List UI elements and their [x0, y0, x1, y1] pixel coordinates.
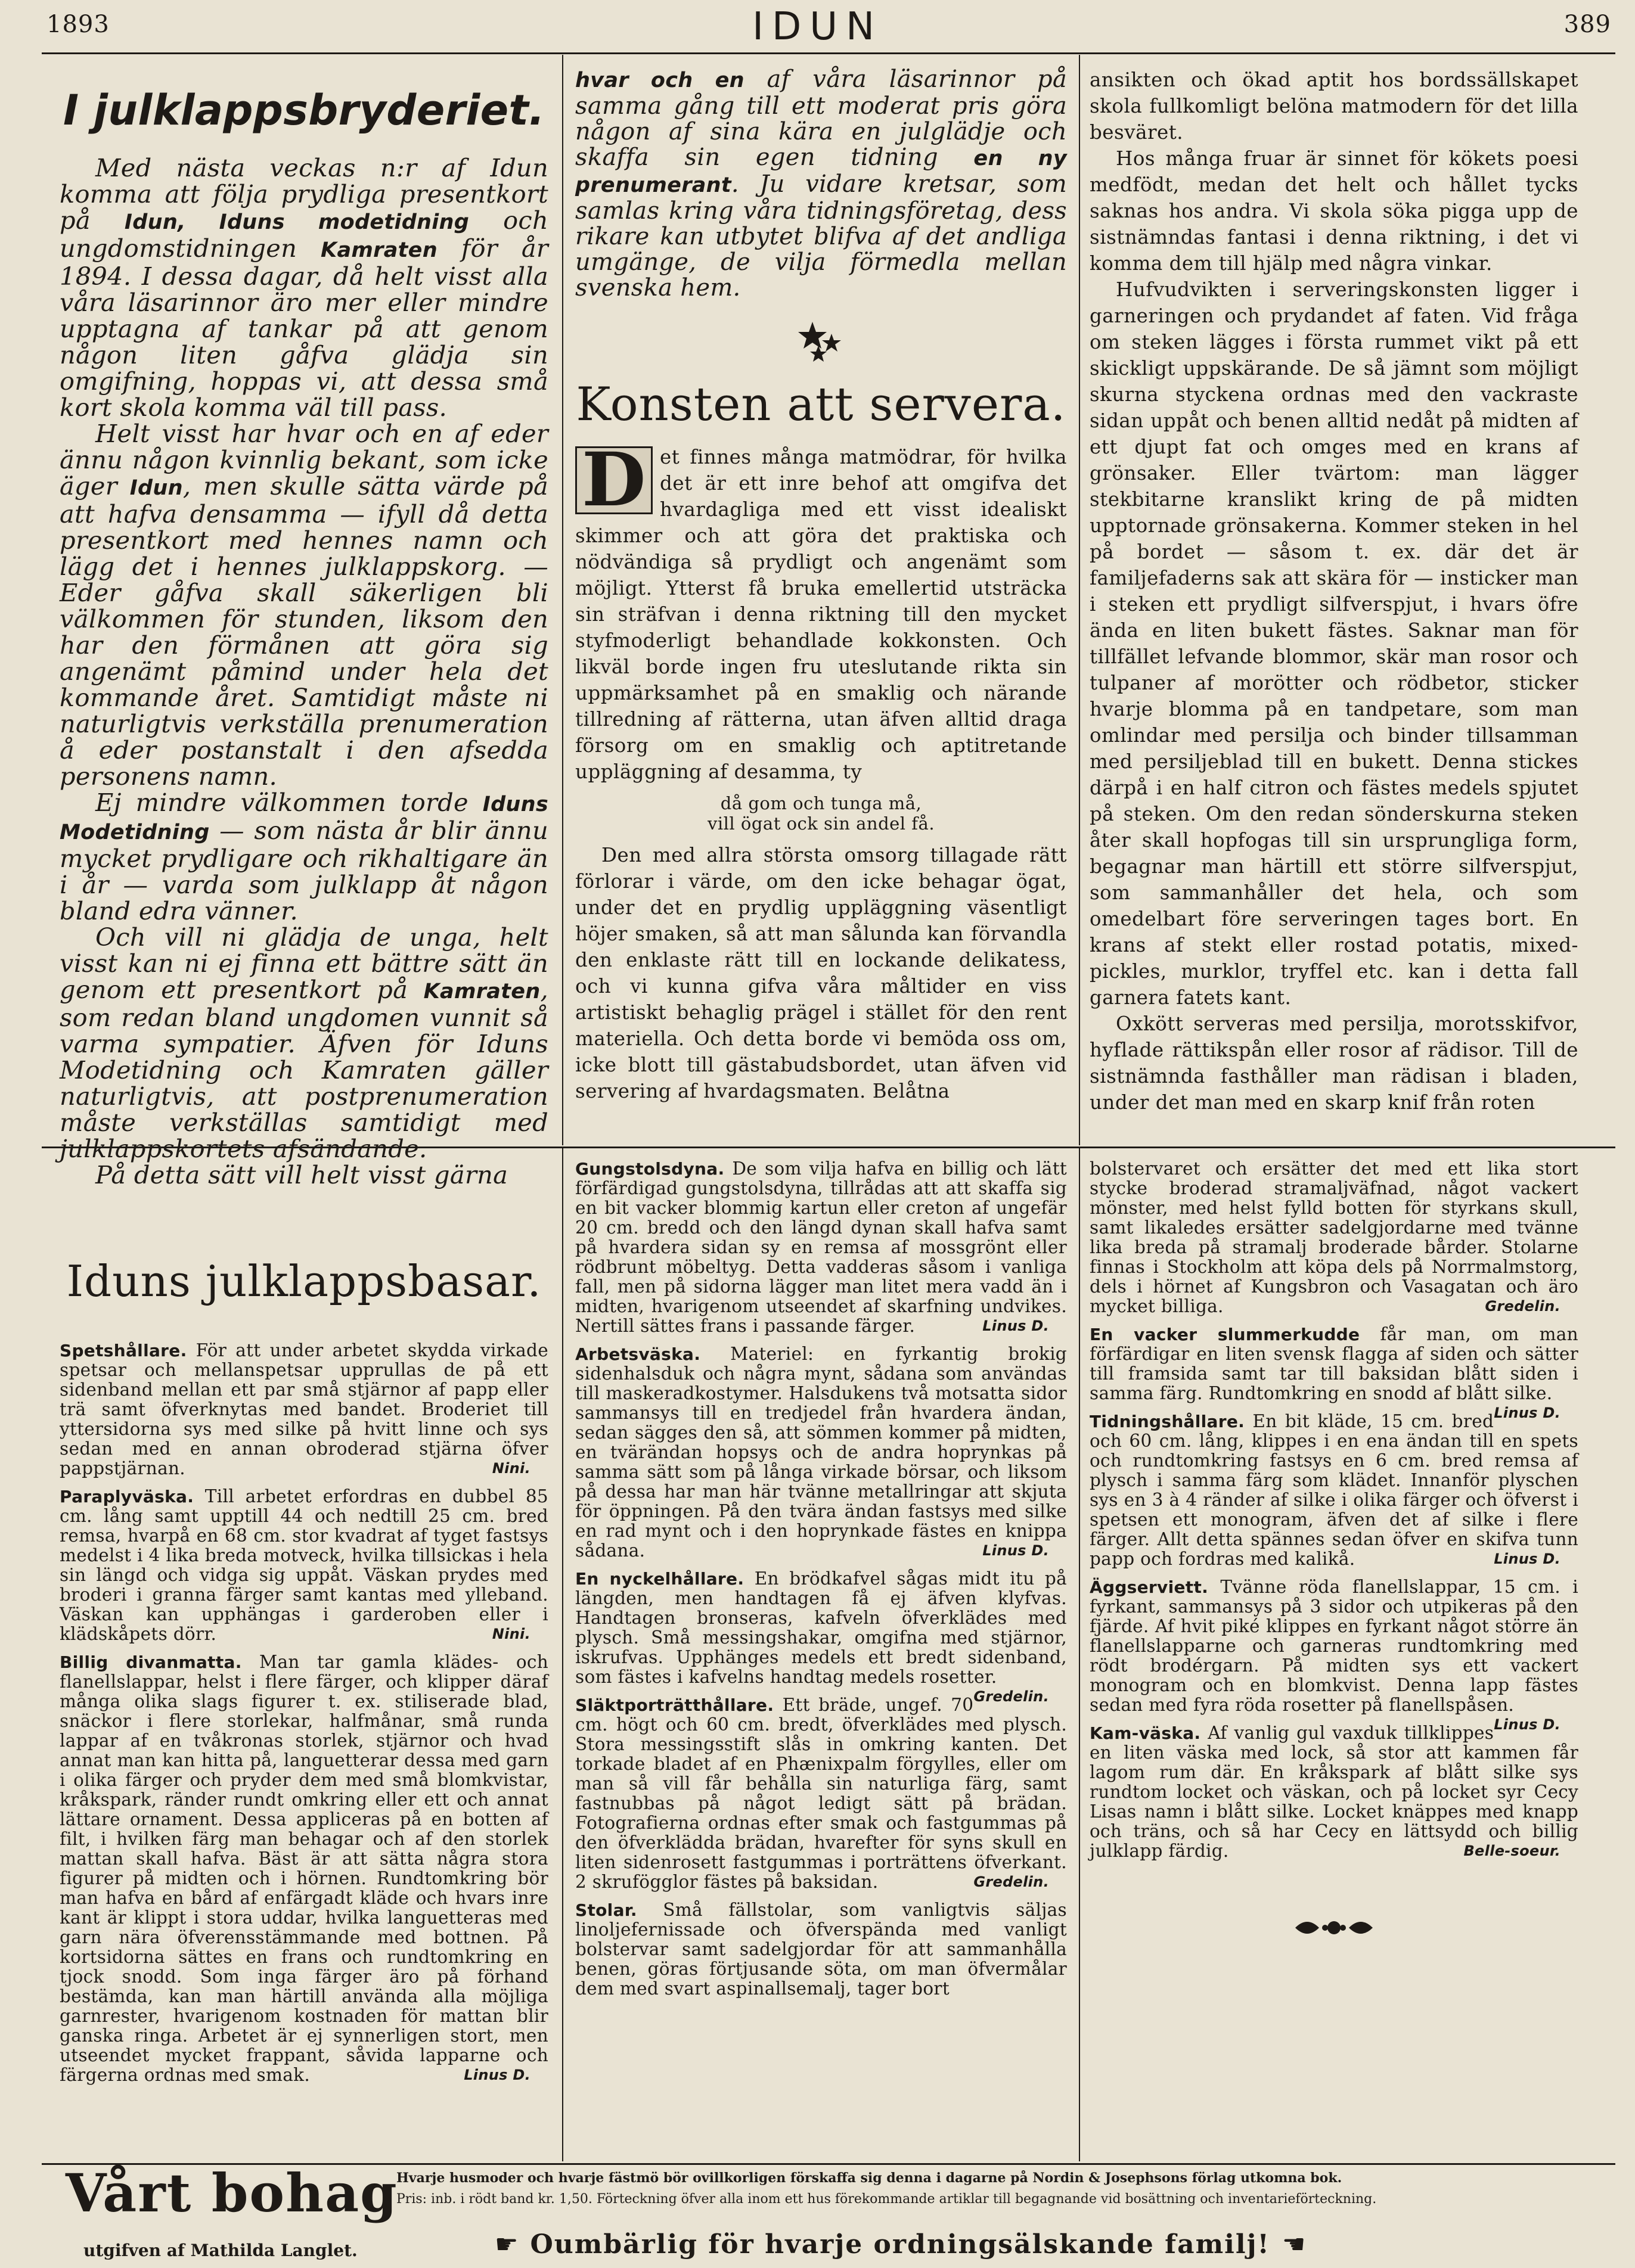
- craft-item-continuation: bolstervaret och ersätter det med ett lika stort stycke broderad stramaljväfnad, något vackert mönster, med helst fylld botten för styrkans skull, samt likaledes ersätter sadelgjordarne med tvänne lika breda på stramalj broderade bårder. Stolarne finnas i Stockholm att köpa dels på Norrmalmstorg, dels i hörnet af Kungsbron och Vasagatan och äro mycket billiga. Gredelin.: [1090, 1158, 1578, 1316]
- paragraph: Den med allra största omsorg tillagade rätt förlorar i värde, om den icke behagar ögat, under det en prydlig uppläggning väsentligt höjer smaken, så att man sålunda kan förvandla den enklaste rätt till en lockande delikatess, och vi kunna gifva våra måltider en viss artistiskt behaglig prägel i stället för den rent materiella. Och detta borde vi bemöda oss om, icke blott till gästabudsbordet, utan äfven vid servering af hvardagsmaten. Belåtna: [575, 844, 1067, 1102]
- basar-left-column: [60, 1162, 548, 2157]
- craft-item: Kam-väska. Af vanlig gul vaxduk tillklippes en liten väska med lock, så stor att kammen får lagom rum där. En kråkspark af blått silke sys rundtom locket och väskan, och på locket syr Cecy Lisas namn i blått silke. Locket knäppes med knapp och träns, och så har Cecy en lättsydd och billig julklapp färdig. Belle-soeur.: [1090, 1723, 1578, 1861]
- craft-item: Tidningshållare. En bit kläde, 15 cm. bred och 60 cm. lång, klippes i en ena ändan till en spets och rundtomkring fastsys en 6 cm. bred remsa af plysch i samma färg som klädet. Innanför plyschen sys en 3 à 4 ränder af silke i olika färger och öfverst i spetsen ett monogram, äfven det af silke i flere färger. Allt detta spännes sedan öfver en skifva tunn papp och fordras med kalikå. Linus D.: [1090, 1411, 1578, 1569]
- paragraph: Hos många fruar är sinnet för kökets poesi medfödt, medan det helt och hållet tycks saknas hos andra. Vi skola söka pigga upp de sistnämndas fantasi i denna riktning, i det vi komma dem till hjälp med några vinkar.: [1090, 147, 1578, 275]
- paragraph: Ej mindre välkommen torde Iduns Modetidning — som nästa år blir ännu mycket prydligare och rikhaltigare än i år — varda som julklapp åt någon bland edra vänner.: [60, 788, 548, 925]
- paragraph: På detta sätt vill helt visst gärna: [95, 1160, 508, 1189]
- article-julklappsbryderiet: [60, 83, 548, 1189]
- craft-item: Stolar. Små fällstolar, som vanligtvis säljas linoljefernissade och öfverspända med vanligt bolstervar samt sadelgjordar för att sammanhålla benen, göras förtjusande söta, om man öfvermålar dem med svart aspinallsemalj, tager bort: [575, 1900, 1067, 1999]
- ad-line-2: Pris: inb. i rödt band kr. 1,50. Förteckning öfver alla inom ett hus förekommande artiklar till begagnande vid bosättning och inventarieförteckning.: [396, 2192, 1377, 2207]
- craft-item: En vacker slummerkudde får man, om man förfärdigar en liten svensk flagga af siden och sätter till framsida samt tar till baksidan blått siden i samma färg. Rundtomkring en snodd af blått silke. Linus D.: [1090, 1324, 1578, 1421]
- ad-brand-title: Vårt bohag: [66, 2162, 398, 2224]
- craft-item: Paraplyväska. Till arbetet erfordras en dubbel 85 cm. lång samt upptill 44 och nedtill 25 cm. bred remsa, hvarpå en 68 cm. stor kvadrat af tyget fastsys medelst i 4 lika breda motveck, hvilka tillsickas i hela sin längd och vidga sig uppåt. Väskan prydes med broderi i granna färger samt kantas med ylleband. Väskan kan upphängas i garderoben eller i klädskåpets dörr. Nini.: [60, 1486, 548, 1644]
- star-ornament-icon: [575, 319, 1067, 369]
- section-title: Iduns julklappsbasar.: [66, 1256, 542, 1306]
- basar-right-column: [1090, 1159, 1578, 2157]
- column-divider: [1079, 55, 1080, 1145]
- ad-line-1: Hvarje husmoder och hvarje fästmö bör ovillkorligen förskaffa sig denna i dagarne på Nordin & Josephsons förlag utkomna bok.: [396, 2170, 1342, 2186]
- ad-editor: utgifven af Mathilda Langlet.: [83, 2241, 358, 2260]
- column-divider: [1079, 1148, 1080, 2161]
- header-rule: [42, 52, 1615, 54]
- article-title: I julklappsbryderiet.: [63, 86, 545, 135]
- article-title: Konsten att servera.: [576, 378, 1066, 431]
- page-number: 389: [1563, 11, 1611, 38]
- column-3: [1090, 67, 1578, 1142]
- column-divider: [562, 1148, 563, 2161]
- article-konsten-att-servera: D et finnes många matmödrar, för hvilka det är ett inre behof att omgifva det hvardagliga med ett visst idealiskt skimmer och att göra det praktiska och nödvändiga så prydligt och angenämt som möjligt. Ytterst få bruka emellertid utsträcka sin sträfvan i denna riktning till den mycket styfmoderligt behandlade kokkonsten. Och likväl borde ingen fru uteslutande rikta sin uppmärksamhet på en smaklig och närande tillredning af rätterna, utan äfven alltid draga försorg om en smaklig och aptitretande uppläggning af desamma, ty då gom och tunga må, vill ögat ock sin andel få. Den med allra största omsorg tillagade rätt förlorar i värde, om den icke behagar ögat, under det en prydlig uppläggning väsentligt höjer smaken, så att man sålunda kan förvandla den enklaste rätt till en lockande delikatess, och vi kunna gifva våra måltider en viss artistiskt behaglig prägel i stället för den rent materiella. Och detta borde vi bemöda oss om, icke blott till gästabudsbordet, utan äfven vid servering af hvardagsmaten. Belåtna: [575, 444, 1067, 1104]
- ad-slogan-row: [495, 2226, 1437, 2262]
- craft-item: Äggserviett. Tvänne röda flanellslappar, 15 cm. i fyrkant, sammansys på 3 sidor och utpikeras på den fjärde. Af hvit piké klippes en fyrkant något större än flanellslapparne och garneras rundtomkring med rödt brodérgarn. På midten sys ett vackert monogram och en blomkvist. Denna lapp fästes sedan med fyra röda rosetter på flanellspåsen. Linus D.: [1090, 1577, 1578, 1733]
- paragraph: Och vill ni glädja de unga, helt visst kan ni ej finna ett bättre sätt än genom ett presentkort på Kamraten, som redan bland ungdomen vunnit så varma sympatier. Äfven för Iduns Modetidning och Kamraten gäller naturligtvis, att postprenumeration måste verkställas samtidigt med julklappskortets afsändande.: [60, 922, 548, 1163]
- paragraph: Helt visst har hvar och en af eder ännu någon kvinnlig bekant, som icke äger Idun, men skulle sätta värde på att hafva densamma — ifyll då detta presentkort med hennes namn och lägg det i hennes julklappskorg. — Eder gåfva skall säkerligen bli välkommen för stunden, liksom den har den förmånen att göra sig angenämt påmind under hela det kommande året. Samtidigt måste ni naturligtvis verkställa prenumeration å eder postanstalt i den afsedda personens namn.: [60, 419, 548, 791]
- ad-slogan: Oumbärlig för hvarje ordningsälskande familj!: [530, 2229, 1270, 2260]
- dropcap-letter: D: [575, 446, 653, 514]
- julklapp-continuation: hvar och en af våra läsarinnor på samma gång till ett moderat pris göra någon af sina kära en julglädje och skaffa sin egen tidning en ny prenumerant. Ju vidare kretsar, som samlas kring våra tidningsföretag, dess rikare kan utbytet blifva af det andliga umgänge, de vilja förmedla mellan svenska hem.: [575, 66, 1067, 302]
- craft-item: Släktporträtthållare. Ett bräde, ungef. 70 cm. högt och 60 cm. bredt, öfverklädes med plysch. Stora messingsstift slås in omkring kanten. Det torkade bladet af en Phænixpalm förgylles, eller om man så vill får behålla sin naturliga färg, samt fastnubbas på något ledigt sätt på brädan. Fotografierna ordnas efter smak och fastgummas på den öfverklädda brädan, hvarefter för syns skull en liten sidenrosett fastgummas i porträttens öfverkant. 2 skrufögglor fästes på baksidan. Gredelin.: [575, 1695, 1067, 1892]
- pointing-hand-icon: ☛: [495, 2229, 519, 2260]
- pointing-hand-icon: ☚: [1282, 2229, 1306, 2260]
- paragraph: ansikten och ökad aptit hos bordssällskapet skola fullkomligt belöna matmodern för det lilla besväret.: [1090, 69, 1578, 144]
- paragraph: Hufvudvikten i serveringskonsten ligger i garneringen och prydandet af faten. Vid fråga om steken lägges i första rummet vikt på ett skickligt uppskärande. De så jämnt som möjligt skurna styckena ordnas med den vackraste sidan uppåt och benen alltid nedåt på midten af ett djupt fat och omges med en krans af grönsaker. Eller tvärtom: man lägger stekbitarne kranslikt kring de på midten upptornade grönsakerna. Kommer steken in hel på bordet — såsom t. ex. där det är familjefaderns sak att skära för — insticker man i steken ett prydligt silfverspjut, i hvars öfre ända en liten bukett fästes. Saknar man för tillfället lefvande blommor, skär man rosor och tulpaner af morötter och rödbetor, sticker hvarje blomma på en tandpetare, som man omlindar med persilja och binder tillsamman med persiljeblad till en bukett. Denna stickes därpå i en half citron och fästes medels spjutet på steken. Om den redan sönderskurna steken åter skall hopfogas till sin ursprungliga form, begagnar man härtill ett större silfverspjut, som sammanhåller det hela, och som omedelbart före serveringen tages bort. En krans af stekt eller rostad potatis, mixed-pickles, murklor, tryffel etc. kan i detta fall garnera fatets kant.: [1090, 278, 1579, 1009]
- craft-item: Billig divanmatta. Man tar gamla klädes- och flanellslappar, helst i flere färger, och klipper däraf många olika slags figurer t. ex. stiliserade blad, snäckor i flere storlekar, halfmånar, små runda lappar af en tvåkronas storlek, stjärnor och hvad annat man kan hitta på, languetterar dessa med garn i olika färger och pryder dem med små blomkvistar, kråkspark, ränder rundt omkring eller ett och annat lättare ornament. Dessa appliceras på en botten af filt, i hvilken färg man behagar och af den storlek mattan skall hafva. Bäst är att sätta några stora figurer på midten och i hörnen. Rundtomkring bör man hafva en bård af enfärgadt kläde och hvars inre kant är klippt i stora uddar, hvilka languetteras med garn nära öfverensstämmande med bottnen. På kortsidorna sättes en frans och rundtomkring en tjock snodd. Som inga färger äro på förhand bestämda, kan man härtill använda alla möjliga garnrester, hvarigenom kostnaden för mattan blir ganska ringa. Arbetet är ej synnerligen stort, men utseendet mycket frappant, såvida lapparne och färgerna ordnas med smak. Linus D.: [60, 1652, 549, 2085]
- craft-item: Gungstolsdyna. De som vilja hafva en billig och lätt förfärdigad gungstolsdyna, tillrådas att att skaffa sig en bit vacker blommig kartun eller creton af ungefär 20 cm. bredd och den längd dynan skall hafva samt på hvardera sidan sy en remsa af mossgrönt eller rödbrunt möbeltyg. Detta vadderas såsom i vanliga fall, men på sidorna lägger man litet mera vadd än i midten, hvarigenom utseendet af skarfning undvikes. Nertill sättes frans i passande färger. Linus D.: [575, 1158, 1067, 1336]
- column-divider: [562, 55, 563, 1145]
- paragraph: Oxkött serveras med persilja, morotsskifvor, hyflade rättikspån eller rosor af rädisor. Till de sistnämnda fasthåller man rädisan i bladen, under det man med en skarp knif från roten: [1090, 1012, 1578, 1114]
- basar-middle-column: [575, 1159, 1067, 2157]
- masthead-title: IDUN: [752, 5, 883, 49]
- craft-item: Arbetsväska. Materiel: en fyrkantig brokig sidenhalsduk och några mynt, sådana som användas till maskeradkostymer. Halsdukens två motsatta sidor sammansys till en tredjedel från hvardera ändan, sedan sägges den så, att sömmen kommer på midten, en tvärändan hopsys och de andra hoprynkas på samma sätt som på långa virkade börsar, och liksom på dessa har man här tvänne metallringar att skjuta för öppningen. På den tvära ändan fastsys med silke en rad mynt och i den hoprynkade fästes en knippa sådana. Linus D.: [575, 1344, 1067, 1561]
- poem: då gom och tunga må, vill ögat ock sin andel få.: [707, 793, 935, 834]
- column-2: [575, 67, 1067, 1142]
- paragraph: Med nästa veckas n:r af Idun komma att följa prydliga presentkort på Idun, Iduns modetidning och ungdomstidningen Kamraten för år 1894. I dessa dagar, då helt visst alla våra läsarinnor äro mer eller mindre upptagna af tankar på att genom någon liten gåfva glädja sin omgifning, hoppas vi, att dessa små kort skola komma väl till pass.: [60, 153, 548, 422]
- craft-item: Spetshållare. För att under arbetet skydda virkade spetsar och mellanspetsar upprullas de på ett sidenband mellan ett par små stjärnor af papp eller trä samt öfverknytas med bandet. Broderiet till yttersidorna sys med silke på hvitt linne och sys sedan med en annan obroderad stjärna öfver pappstjärnan. Nini.: [60, 1340, 548, 1478]
- year: 1893: [46, 11, 110, 38]
- flourish-ornament-icon: [1090, 1915, 1578, 1945]
- craft-item: En nyckelhållare. En brödkafvel sågas midt itu på längden, men handtagen få ej äfven klyfvas. Handtagen bronseras, kafveln öfverklädes med plysch. Små messingshakar, omgifna med stjärnor, iskrufvas. Upphänges medels ett bredt sidenband, som fästes i kafvelns handtag medels rosetter. Gredelin.: [575, 1568, 1067, 1705]
